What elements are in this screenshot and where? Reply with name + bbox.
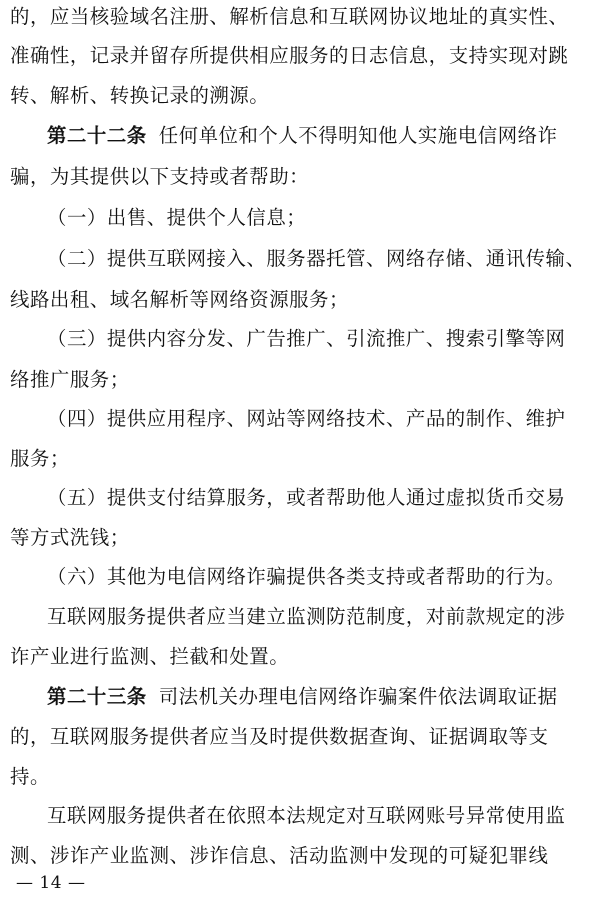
paragraph-line: 互联网服务提供者在依照本法规定对互联网账号异常使用监 [47,804,566,827]
article-22-text: 任何单位和个人不得明知他人实施电信网络诈 [158,124,558,147]
text-line: 准确性，记录并留存所提供相应服务的日志信息，支持实现对跳 [10,44,569,67]
text-line: 等方式洗钱； [10,526,130,549]
text-line: 服务； [10,447,70,470]
text-line: 转、解析、转换记录的溯源。 [10,84,270,107]
article-22-heading: 第二十二条 [47,124,147,147]
list-item: （六）其他为电信网络诈骗提供各类支持或者帮助的行为。 [47,565,566,588]
text-line: 诈产业进行监测、拦截和处置。 [10,645,290,668]
list-item: （五）提供支付结算服务，或者帮助他人通过虚拟货币交易 [47,486,566,509]
text-line: 骗，为其提供以下支持或者帮助： [10,165,310,188]
list-item: （四）提供应用程序、网站等网络技术、产品的制作、维护 [47,407,566,430]
article-23-line [47,684,606,710]
text-line: 络推广服务； [10,368,130,391]
text-line: 的，互联网服务提供者应当及时提供数据查询、证据调取等支 [10,725,549,748]
article-22-line [47,123,606,149]
text-line: 线路出租、域名解析等网络资源服务； [10,288,349,311]
list-item: （一）出售、提供个人信息； [47,206,307,229]
text-line: 的，应当核验域名注册、解析信息和互联网协议地址的真实性、 [10,5,569,28]
text-line: 持。 [10,765,50,788]
paragraph-line: 互联网服务提供者应当建立监测防范制度，对前款规定的涉 [47,605,566,628]
article-23-text: 司法机关办理电信网络诈骗案件依法调取证据 [158,685,558,708]
list-item: （三）提供内容分发、广告推广、引流推广、搜索引擎等网 [47,327,566,350]
page-number: — 14 — [16,873,86,893]
article-23-heading: 第二十三条 [47,685,147,708]
text-line: 测、涉诈产业监测、涉诈信息、活动监测中发现的可疑犯罪线 [10,844,549,867]
list-item: （二）提供互联网接入、服务器托管、网络存储、通讯传输、 [47,247,586,270]
